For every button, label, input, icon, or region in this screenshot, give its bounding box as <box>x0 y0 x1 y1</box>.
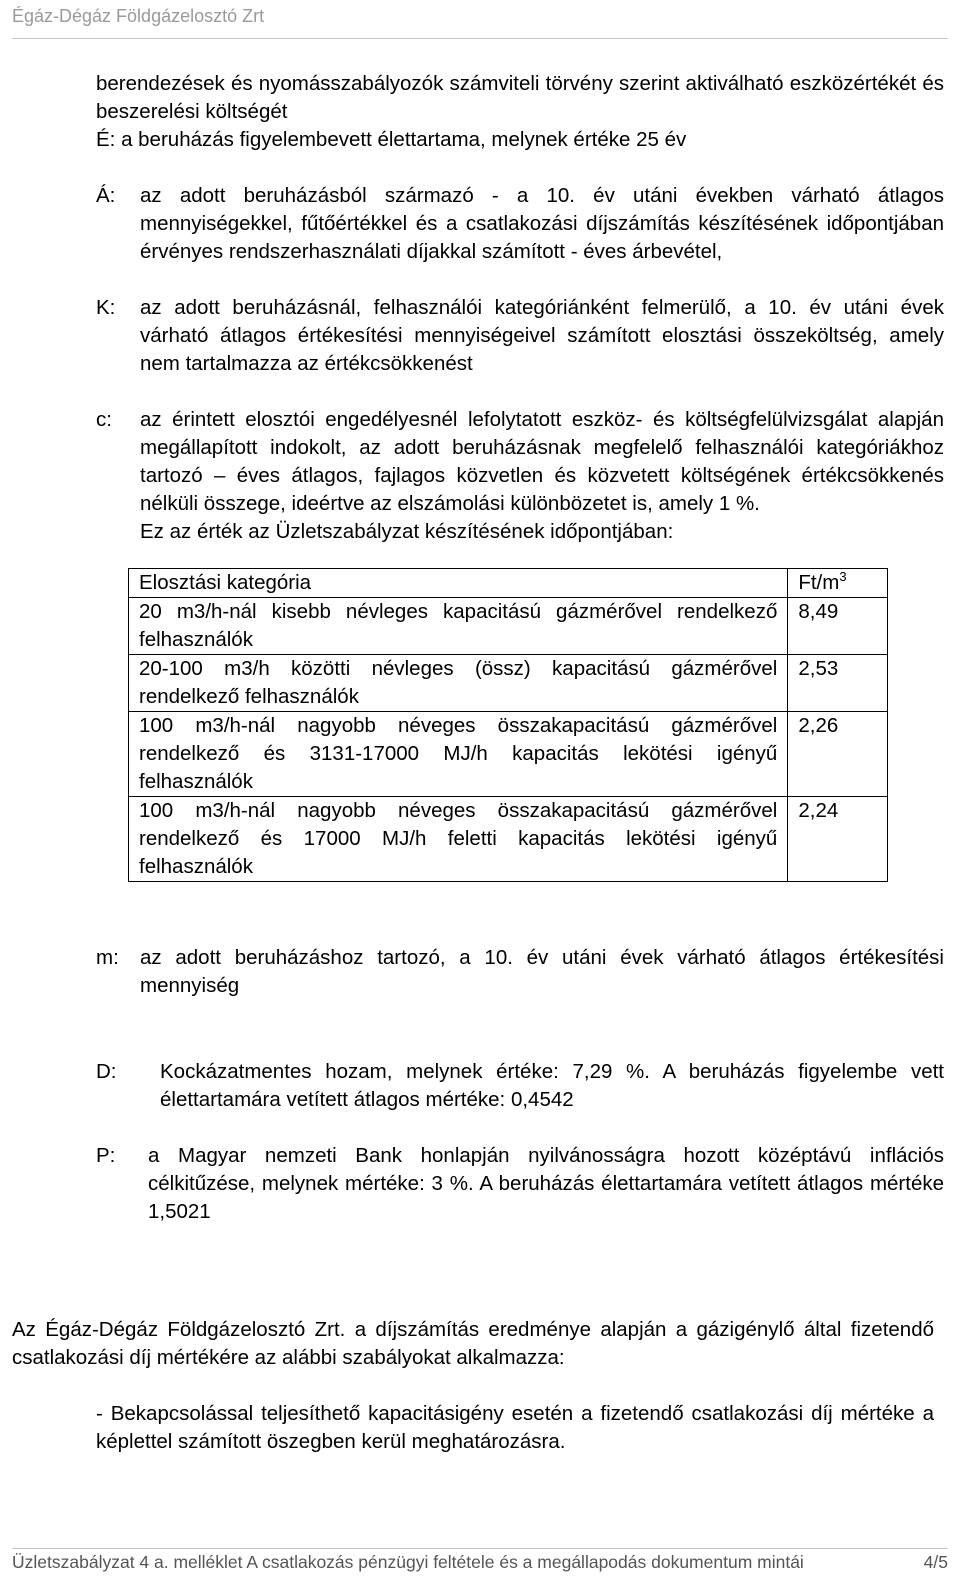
table-cell-value: 2,53 <box>788 655 888 712</box>
footer-document-title: Üzletszabályzat 4 a. melléklet A csatlakozás pénzügyi feltétele és a megállapodás dokumentum mintái <box>12 1552 804 1572</box>
definition-p-label: P: <box>96 1144 116 1167</box>
definition-k-text: az adott beruházásnál, felhasználói kategóriánként felmerülő, a 10. év utáni évek várható átlagos értékesítési mennyiségeivel számított elosztási összeköltség, amely nem tartalmazza az értékcsökkenést <box>140 296 944 375</box>
table-header-unit-text: Ft/m <box>798 571 840 594</box>
definition-m-label: m: <box>96 946 119 969</box>
table-header-unit-sup: 3 <box>839 569 847 585</box>
definition-a-label: Á: <box>96 184 116 207</box>
tariff-table <box>128 568 888 882</box>
table-row <box>129 797 888 882</box>
definition-p-text: a Magyar nemzeti Bank honlapján nyilvánosságra hozott középtávú inflációs célkitűzése, melynek mértéke: 3 %. A beruházás élettartamára vetített átlagos mértéke 1,5021 <box>148 1144 944 1223</box>
definition-a-text: az adott beruházásból származó - a 10. év utáni években várható átlagos mennyiségekkel, fűtőértékkel és a csatlakozási díjszámítás készítésének időpontjában érvényes rendszerhasználati díjakkal számított - éves árbevétel, <box>140 184 944 263</box>
definition-c <box>96 406 944 546</box>
definition-d-label: D: <box>96 1060 117 1083</box>
table-header-category: Elosztási kategória <box>129 569 788 598</box>
table-header-unit <box>788 569 888 598</box>
table-cell-category: 100 m3/h-nál nagyobb néveges összakapacitású gázmérővel rendelkező és 3131-17000 MJ/h kapacitás lekötési igényű felhasználók <box>129 712 788 797</box>
table-row <box>129 598 888 655</box>
definition-c-body: az érintett elosztói engedélyesnél lefolytatott eszköz- és költségfelülvizsgálat alapján megállapított indokolt, az adott beruházásnak megfelelő felhasználói kategóriákhoz tartozó – éves átlagos, fajlagos közvetlen és közvetett költségének értékcsökkenés nélküli összege, ideértve az elszámolási különbözetet is, amely 1 %. <box>140 408 944 515</box>
table-row <box>129 712 888 797</box>
table-cell-value: 2,26 <box>788 712 888 797</box>
page-header-title: Égáz-Dégáz Földgázelosztó Zrt <box>12 6 265 26</box>
definition-d <box>96 1058 944 1114</box>
document-body <box>96 70 944 1226</box>
header-divider <box>12 38 948 39</box>
footer-divider <box>12 1548 948 1549</box>
definition-e: É: a beruházás figyelembevett élettartama, melynek értéke 25 év <box>96 128 687 151</box>
table-cell-category: 100 m3/h-nál nagyobb néveges összakapacitású gázmérővel rendelkező és 17000 MJ/h feletti kapacitás lekötési igényű felhasználók <box>129 797 788 882</box>
table-cell-category: 20-100 m3/h közötti névleges (össz) kapacitású gázmérővel rendelkező felhasználók <box>129 655 788 712</box>
table-header-row <box>129 569 888 598</box>
closing-bullet: - Bekapcsolással teljesíthető kapacitásigény esetén a fizetendő csatlakozási díj mértéke a képlettel számított öszegben kerül meghatározásra. <box>96 1402 934 1453</box>
definition-c-text <box>140 406 944 546</box>
definition-k <box>96 294 944 378</box>
table-cell-category: 20 m3/h-nál kisebb névleges kapacitású gázmérővel rendelkező felhasználók <box>129 598 788 655</box>
tariff-table-wrapper <box>128 568 888 882</box>
definition-c-label: c: <box>96 408 112 431</box>
page-footer <box>12 1552 948 1573</box>
definition-a <box>96 182 944 266</box>
footer-page-number: 4/5 <box>923 1552 948 1572</box>
table-row <box>129 655 888 712</box>
definition-k-label: K: <box>96 296 116 319</box>
definition-p <box>96 1142 944 1226</box>
closing-paragraph: Az Égáz-Dégáz Földgázelosztó Zrt. a díjszámítás eredménye alapján a gázigénylő által fizetendő csatlakozási díj mértékére az alábbi szabályokat alkalmazza: <box>12 1318 934 1369</box>
definition-c-note: Ez az érték az Üzletszabályzat készítésének időpontjában: <box>140 520 674 543</box>
definition-m <box>96 944 944 1000</box>
definition-m-text: az adott beruházáshoz tartozó, a 10. év utáni évek várható átlagos értékesítési mennyiség <box>140 946 944 997</box>
intro-line: berendezések és nyomásszabályozók számviteli törvény szerint aktiválható eszközértékét és beszerelési költségét <box>96 72 944 123</box>
table-cell-value: 2,24 <box>788 797 888 882</box>
definition-d-text: Kockázatmentes hozam, melynek értéke: 7,29 %. A beruházás figyelembe vett élettartamára vetített átlagos mértéke: 0,4542 <box>160 1060 944 1111</box>
table-cell-value: 8,49 <box>788 598 888 655</box>
